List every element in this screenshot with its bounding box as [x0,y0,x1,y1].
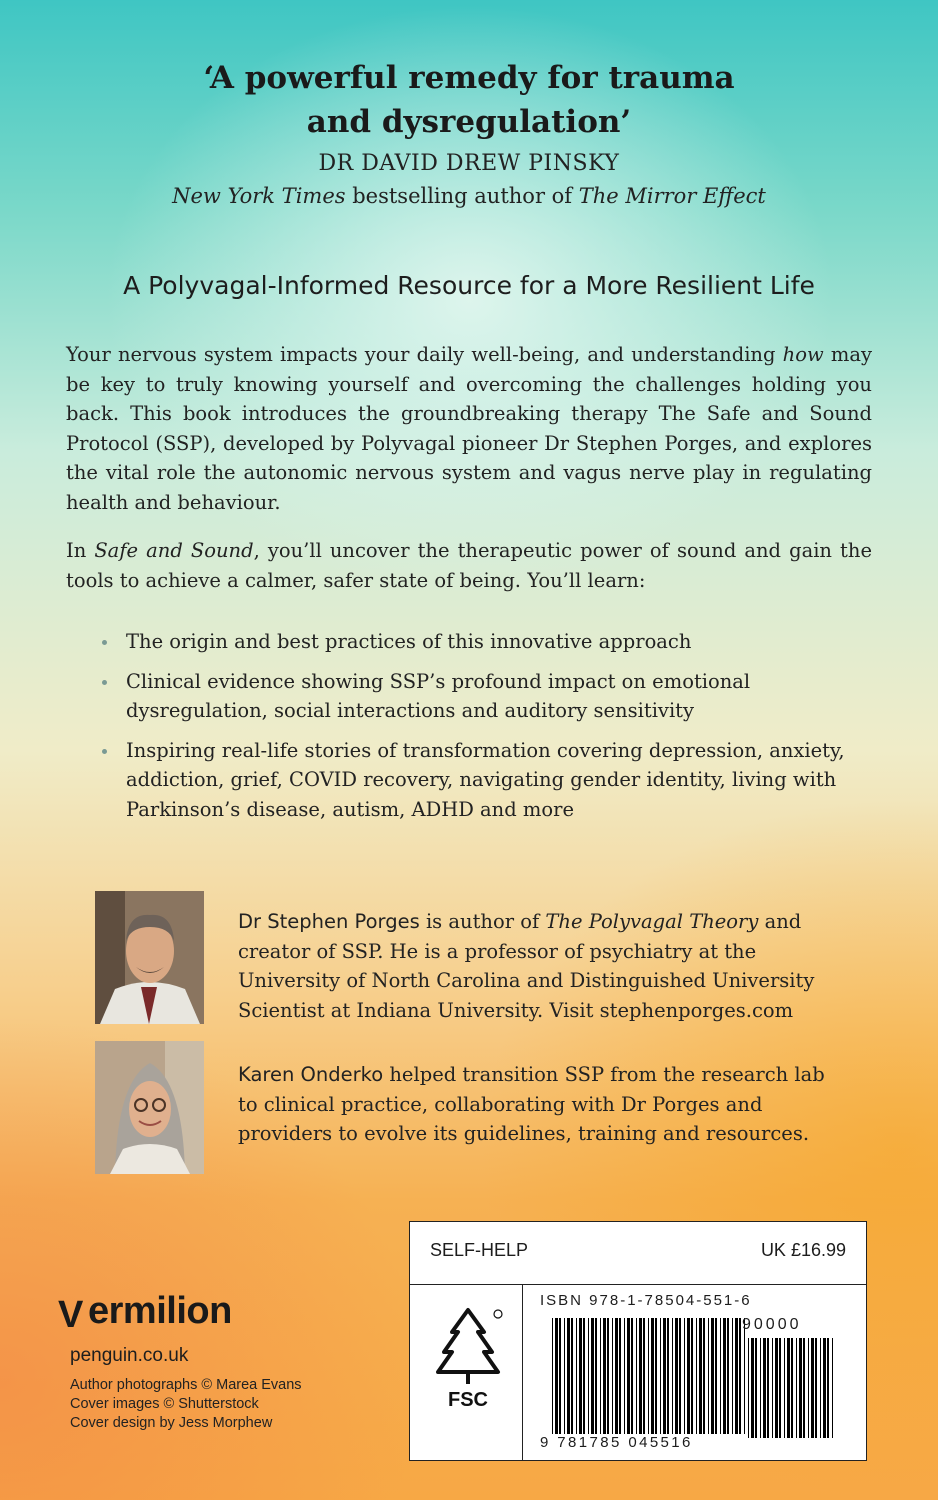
barcode-bar [691,1318,693,1434]
credit-text: bestselling author of [345,184,579,208]
barcode-bar [639,1318,642,1434]
barcode-bar [784,1338,785,1438]
fsc-text: FSC [448,1389,488,1411]
barcode-bar [699,1318,702,1434]
barcode-bar [591,1318,594,1434]
barcode-bar [808,1338,809,1438]
list-item [100,736,860,825]
barcode-bar [739,1318,741,1434]
addon-number: 90000 [742,1316,802,1333]
bullet-icon [102,749,107,754]
barcode-bar [811,1338,814,1438]
para1-emphasis: how [782,343,824,366]
divider [522,1284,523,1461]
barcode-bar [595,1318,597,1434]
list-item-text: Inspiring real-life stories of transformation covering depression, anxiety, addiction, grief, COVID recovery, navigating gender identity, living with Parkinson’s disease, autism, ADHD and more [126,738,845,821]
category-label: SELF-HELP [430,1240,529,1260]
list-item-text: Clinical evidence showing SSP’s profound impact on emotional dysregulation, social interactions and auditory sensitivity [126,669,751,722]
description-paragraph-2 [66,536,872,595]
para2-text-a: In [66,539,95,562]
author-name: Dr Stephen Porges [238,910,420,933]
author-bio-onderko [238,1060,848,1149]
barcode-bar [651,1318,654,1434]
barcode-bar [576,1318,577,1434]
barcode-bar [779,1338,781,1438]
barcode-bar [663,1318,666,1434]
barcode-bar [672,1318,673,1434]
barcode-bar [775,1338,778,1438]
credit-publication: New York Times [172,184,346,208]
barcode-bar [675,1318,678,1434]
barcode-bar [832,1338,833,1438]
list-item-text: The origin and best practices of this innovative approach [126,630,692,653]
endorsement-quote [0,56,938,144]
fsc-tree-icon [426,1302,510,1412]
barcode-bar [708,1318,709,1434]
barcode-bar [696,1318,697,1434]
barcode-bar [631,1318,633,1434]
barcode-bar [803,1338,805,1438]
barcode-box [409,1221,867,1461]
barcode-bar [827,1338,829,1438]
addon-barcode [746,1338,836,1438]
barcode-bar [744,1318,745,1434]
bio1-book-title: The Polyvagal Theory [545,910,759,933]
divider [410,1284,866,1285]
barcode-bar [796,1338,797,1438]
cover-credits [70,1376,302,1433]
bio1-text-a: is author of [419,910,546,933]
barcode-bar [660,1318,661,1434]
barcode-bar [799,1338,802,1438]
para2-text-c: , you’ll uncover the therapeutic power of sound and gain the tools to achieve a calmer, safer state of being. You’ll learn: [66,539,872,592]
ean-barcode [550,1318,750,1438]
barcode-bar [760,1338,761,1438]
barcode-bar [624,1318,625,1434]
barcode-bar [684,1318,685,1434]
barcode-bar [791,1338,793,1438]
ean-digits: 9 781785 045516 [540,1434,693,1451]
barcode-bar [571,1318,573,1434]
barcode-bar [763,1338,766,1438]
publisher-website: penguin.co.uk [70,1345,189,1366]
logo-initial: V [58,1294,83,1336]
para1-text-c: may be key to truly knowing yourself and overcoming the challenges holding you back. This book introduces the groundbreaking therapy The Safe and Sound Protocol (SSP), developed by Polyvagal pioneer Dr Stephen Porges, and explores the vital role the autonomic nervous system and vagus nerve play in regulating health and behaviour. [66,343,872,514]
barcode-bar [703,1318,705,1434]
logo-wordmark: ermilion [88,1290,232,1332]
barcode-bar [823,1338,826,1438]
barcode-bar [815,1338,817,1438]
barcode-bar [732,1318,733,1434]
barcode-bar [643,1318,645,1434]
barcode-bar [820,1338,821,1438]
bullet-icon [102,680,107,685]
quote-credit [0,184,938,208]
barcode-bar [627,1318,630,1434]
barcode-bar [607,1318,609,1434]
barcode-bar [600,1318,601,1434]
barcode-bar [579,1318,582,1434]
man-portrait-icon [95,891,204,1024]
author-photo-onderko [95,1041,204,1174]
barcode-bar [564,1318,565,1434]
barcode-bar [655,1318,657,1434]
barcode-bar [612,1318,613,1434]
barcode-bar [567,1318,570,1434]
credit-book-title: The Mirror Effect [578,184,766,208]
barcode-bar [648,1318,649,1434]
barcode-bar [615,1318,618,1434]
para2-book-title: Safe and Sound [94,539,254,562]
bullet-icon [102,640,107,645]
barcode-bar [715,1318,717,1434]
fsc-logo [426,1302,510,1412]
barcode-bar [552,1318,553,1434]
barcode-bar [767,1338,769,1438]
description-paragraph-1 [66,340,872,517]
author-bio-porges [238,907,848,1025]
book-subtitle: A Polyvagal-Informed Resource for a More Resilient Life [123,271,815,300]
bio2-text-a: helped transition SSP from the research lab to clinical practice, collaborating with Dr Porges and providers to evolve its guidelines, training and resources. [238,1063,825,1145]
barcode-bar [603,1318,606,1434]
barcode-bar [636,1318,637,1434]
barcode-bar [679,1318,681,1434]
credit-line: Cover design by Jess Morphew [70,1415,273,1431]
barcode-bar [735,1318,738,1434]
barcode-bar [559,1318,561,1434]
list-item [100,667,860,726]
barcode-bar [583,1318,585,1434]
list-item [100,627,860,657]
barcode-bar [720,1318,721,1434]
para1-text-a: Your nervous system impacts your daily well-being, and understanding [66,343,783,366]
quote-line-1: ‘A powerful remedy for trauma [203,60,735,96]
author-photo-porges [95,891,204,1024]
barcode-bar [687,1318,690,1434]
credit-line: Cover images © Shutterstock [70,1396,259,1412]
credit-line: Author photographs © Marea Evans [70,1377,302,1393]
quote-line-2: and dysregulation’ [306,104,632,140]
barcode-bar [711,1318,714,1434]
barcode-bar [748,1338,749,1438]
barcode-bar [619,1318,621,1434]
price-label: UK £16.99 [760,1240,846,1260]
woman-portrait-icon [95,1041,204,1174]
bio1-text-c: and creator of SSP. He is a professor of psychiatry at the University of North Carolina and Distinguished University Scientist at Indiana University. Visit stephenporges.com [238,910,815,1022]
isbn-number: ISBN 978-1-78504-551-6 [540,1292,752,1309]
barcode-bar [723,1318,726,1434]
barcode-bar [588,1318,589,1434]
author-name: Karen Onderko [238,1063,384,1086]
quote-author: DR DAVID DREW PINSKY [318,151,620,176]
barcode-bar [727,1318,729,1434]
barcode-bar [755,1338,757,1438]
barcode-bar [772,1338,773,1438]
barcode-bar [787,1338,790,1438]
barcode-bar [667,1318,669,1434]
barcode-bar [751,1338,754,1438]
learning-points-list [100,627,860,834]
barcode-bar [555,1318,558,1434]
